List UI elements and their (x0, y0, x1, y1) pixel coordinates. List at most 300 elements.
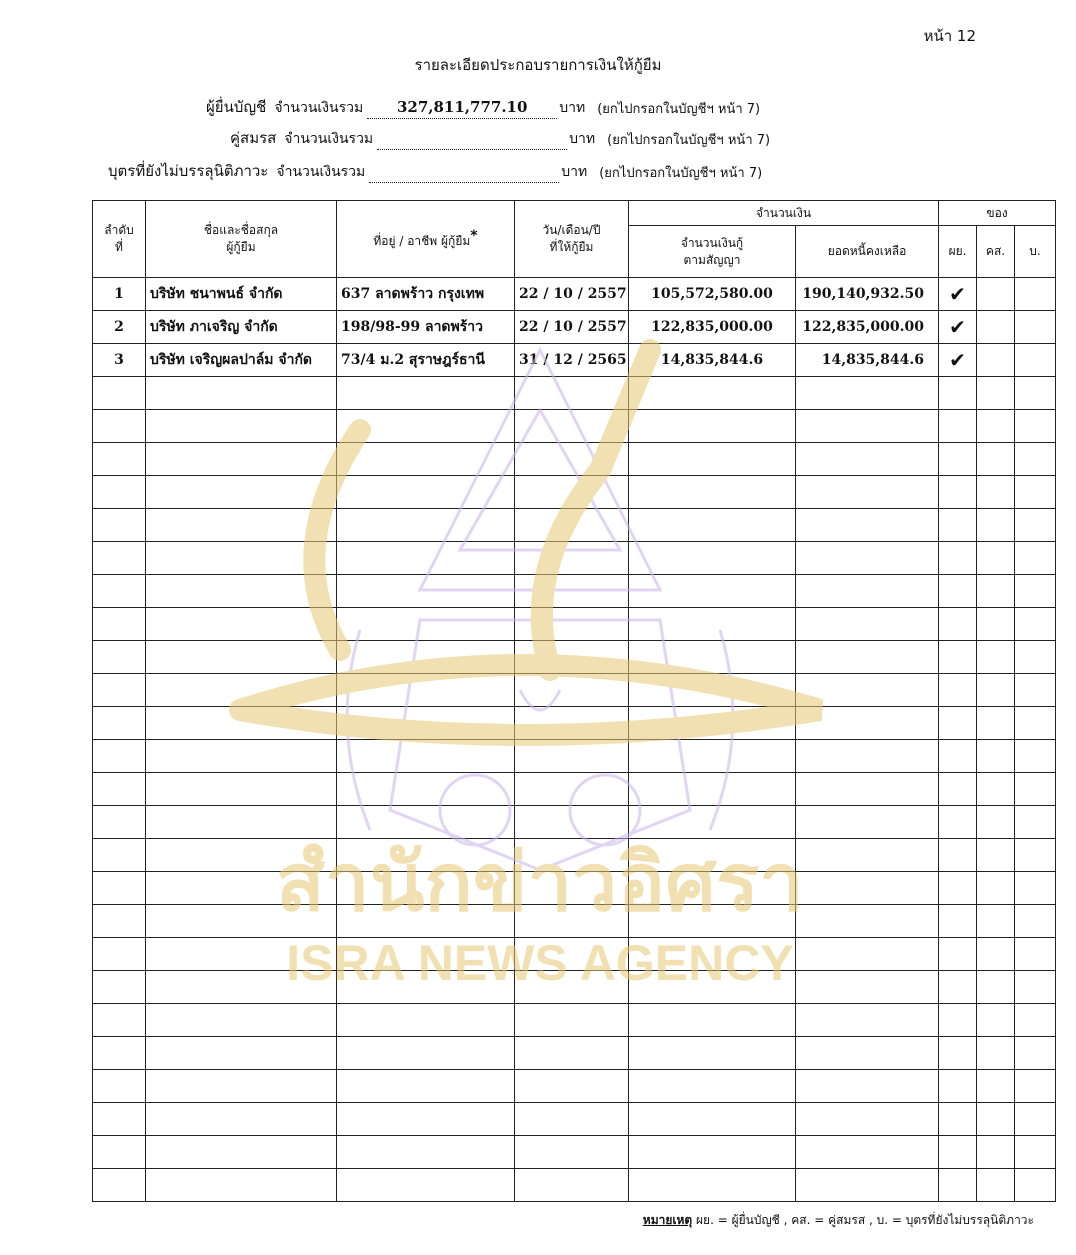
table-row-empty (93, 641, 1056, 674)
empty-cell (796, 1103, 939, 1136)
empty-cell (515, 773, 629, 806)
watermark-text-th: สำนักข่าวอิศรา (275, 838, 805, 927)
empty-cell (939, 476, 977, 509)
empty-cell (796, 410, 939, 443)
empty-cell (146, 509, 337, 542)
cell-contract-amount: 105,572,580.00 (629, 278, 796, 311)
empty-cell (977, 377, 1015, 410)
summary-note: (ยกไปกรอกในบัญชีฯ หน้า 7) (599, 166, 763, 181)
summary-line-spouse (230, 126, 770, 150)
empty-cell (515, 1136, 629, 1169)
empty-cell (1015, 1169, 1056, 1202)
cell-seq: 2 (93, 311, 146, 344)
empty-cell (337, 1103, 515, 1136)
empty-cell (337, 608, 515, 641)
empty-cell (1015, 839, 1056, 872)
empty-cell (93, 1004, 146, 1037)
table-row-empty (93, 674, 1056, 707)
cell-contract-amount: 122,835,000.00 (629, 311, 796, 344)
empty-cell (939, 1004, 977, 1037)
header-owner-child: บ. (1015, 226, 1056, 278)
empty-cell (629, 509, 796, 542)
summary-party-label: ผู้ยื่นบัญชี (206, 98, 267, 116)
empty-cell (796, 773, 939, 806)
empty-cell (939, 674, 977, 707)
summary-amount-value: 327,811,777.10 (367, 98, 557, 119)
checkmark-icon: ✔ (939, 278, 977, 311)
empty-cell (629, 641, 796, 674)
empty-cell (337, 1136, 515, 1169)
empty-cell (1015, 608, 1056, 641)
empty-cell (146, 872, 337, 905)
empty-cell (1015, 542, 1056, 575)
table-row-empty (93, 806, 1056, 839)
footnote (643, 1211, 1034, 1230)
table-row (93, 311, 1056, 344)
empty-cell (515, 641, 629, 674)
empty-cell (629, 377, 796, 410)
empty-cell (1015, 806, 1056, 839)
empty-cell (515, 839, 629, 872)
header-owner-group: ของ (939, 201, 1056, 226)
empty-cell (93, 641, 146, 674)
empty-cell (629, 674, 796, 707)
empty-cell (93, 806, 146, 839)
empty-cell (337, 806, 515, 839)
table-row-empty (93, 1169, 1056, 1202)
empty-cell (337, 443, 515, 476)
empty-cell (629, 773, 796, 806)
empty-cell (515, 1070, 629, 1103)
empty-cell (93, 707, 146, 740)
table-row-empty (93, 476, 1056, 509)
empty-cell (337, 377, 515, 410)
empty-cell (977, 905, 1015, 938)
empty-cell (93, 674, 146, 707)
empty-cell (93, 1103, 146, 1136)
header-address-mark: * (470, 228, 478, 244)
empty-cell (977, 1037, 1015, 1070)
empty-cell (146, 641, 337, 674)
table-row-empty (93, 773, 1056, 806)
table-row-empty (93, 509, 1056, 542)
empty-cell (1015, 443, 1056, 476)
empty-cell (515, 938, 629, 971)
empty-cell (93, 938, 146, 971)
summary-amount-label: จำนวนเงินรวม (284, 131, 374, 147)
empty-cell (146, 575, 337, 608)
empty-cell (146, 1103, 337, 1136)
empty-cell (939, 542, 977, 575)
empty-cell (1015, 1070, 1056, 1103)
empty-cell (515, 707, 629, 740)
empty-cell (337, 905, 515, 938)
header-date: วัน/เดือน/ปี ที่ให้กู้ยืม (515, 201, 629, 278)
empty-cell (939, 905, 977, 938)
empty-cell (629, 938, 796, 971)
header-outstanding: ยอดหนี้คงเหลือ (796, 226, 939, 278)
cell-spouse (977, 278, 1015, 311)
empty-cell (146, 971, 337, 1004)
empty-cell (93, 1136, 146, 1169)
empty-cell (939, 938, 977, 971)
empty-cell (515, 1037, 629, 1070)
empty-cell (1015, 410, 1056, 443)
summary-note: (ยกไปกรอกในบัญชีฯ หน้า 7) (607, 133, 771, 148)
header-owner-spouse: คส. (977, 226, 1015, 278)
empty-cell (939, 509, 977, 542)
empty-cell (146, 1037, 337, 1070)
empty-cell (977, 938, 1015, 971)
empty-cell (977, 839, 1015, 872)
empty-cell (977, 740, 1015, 773)
header-owner-self: ผย. (939, 226, 977, 278)
cell-name: บริษัท เจริญผลปาล์ม จำกัด (146, 344, 337, 377)
empty-cell (146, 773, 337, 806)
cell-name: บริษัท ชนาพนธ์ จำกัด (146, 278, 337, 311)
cell-child (1015, 278, 1056, 311)
empty-cell (337, 971, 515, 1004)
cell-seq: 3 (93, 344, 146, 377)
empty-cell (146, 542, 337, 575)
empty-cell (939, 410, 977, 443)
empty-cell (629, 971, 796, 1004)
empty-cell (796, 509, 939, 542)
header-name: ชื่อและชื่อสกุล ผู้กู้ยืม (146, 201, 337, 278)
header-seq: ลำดับ ที่ (93, 201, 146, 278)
empty-cell (1015, 1037, 1056, 1070)
empty-cell (337, 509, 515, 542)
empty-cell (337, 1169, 515, 1202)
empty-cell (939, 971, 977, 1004)
empty-cell (337, 542, 515, 575)
empty-cell (337, 938, 515, 971)
cell-seq: 1 (93, 278, 146, 311)
cell-address: 637 ลาดพร้าว กรุงเทพ (337, 278, 515, 311)
empty-cell (796, 443, 939, 476)
empty-cell (146, 938, 337, 971)
empty-cell (337, 1004, 515, 1037)
table-row-empty (93, 839, 1056, 872)
empty-cell (939, 443, 977, 476)
empty-cell (515, 971, 629, 1004)
empty-cell (977, 476, 1015, 509)
empty-cell (977, 971, 1015, 1004)
empty-cell (146, 608, 337, 641)
table-row (93, 278, 1056, 311)
table-row-empty (93, 377, 1056, 410)
summary-line-declarant (206, 95, 760, 119)
empty-cell (1015, 1136, 1056, 1169)
empty-cell (796, 674, 939, 707)
table-row-empty (93, 410, 1056, 443)
empty-cell (629, 872, 796, 905)
table-row-empty (93, 1004, 1056, 1037)
empty-cell (515, 1169, 629, 1202)
empty-cell (629, 1037, 796, 1070)
empty-cell (796, 608, 939, 641)
summary-line-child (108, 159, 762, 183)
cell-outstanding: 190,140,932.50 (796, 278, 939, 311)
empty-cell (939, 1169, 977, 1202)
summary-party-label: บุตรที่ยังไม่บรรลุนิติภาวะ (108, 162, 269, 180)
empty-cell (337, 839, 515, 872)
empty-cell (977, 806, 1015, 839)
empty-cell (515, 410, 629, 443)
empty-cell (939, 1136, 977, 1169)
empty-cell (146, 476, 337, 509)
empty-cell (629, 542, 796, 575)
empty-cell (1015, 740, 1056, 773)
checkmark-icon: ✔ (939, 311, 977, 344)
empty-cell (515, 1004, 629, 1037)
empty-cell (939, 377, 977, 410)
empty-cell (977, 509, 1015, 542)
empty-cell (796, 575, 939, 608)
empty-cell (515, 443, 629, 476)
empty-cell (93, 1037, 146, 1070)
empty-cell (977, 443, 1015, 476)
empty-cell (146, 1169, 337, 1202)
empty-cell (977, 575, 1015, 608)
empty-cell (939, 872, 977, 905)
empty-cell (93, 410, 146, 443)
empty-cell (1015, 641, 1056, 674)
empty-cell (796, 905, 939, 938)
empty-cell (146, 707, 337, 740)
header-address: ที่อยู่ / อาชีพ ผู้กู้ยืม* (337, 201, 515, 278)
table-row-empty (93, 707, 1056, 740)
empty-cell (146, 740, 337, 773)
empty-cell (977, 1070, 1015, 1103)
empty-cell (1015, 1004, 1056, 1037)
empty-cell (796, 971, 939, 1004)
empty-cell (337, 575, 515, 608)
empty-cell (796, 1136, 939, 1169)
empty-cell (977, 1004, 1015, 1037)
empty-cell (93, 575, 146, 608)
empty-cell (796, 641, 939, 674)
table-row-empty (93, 872, 1056, 905)
empty-cell (796, 1070, 939, 1103)
empty-cell (515, 872, 629, 905)
table-row-empty (93, 1070, 1056, 1103)
empty-cell (1015, 971, 1056, 1004)
cell-date: 31 / 12 / 2565 (515, 344, 629, 377)
empty-cell (977, 641, 1015, 674)
empty-cell (977, 773, 1015, 806)
empty-cell (977, 707, 1015, 740)
empty-cell (796, 476, 939, 509)
header-amount-group: จำนวนเงิน (629, 201, 939, 226)
summary-unit: บาท (559, 100, 586, 116)
empty-cell (93, 1169, 146, 1202)
empty-cell (796, 1169, 939, 1202)
empty-cell (939, 707, 977, 740)
table-row-empty (93, 542, 1056, 575)
empty-cell (93, 839, 146, 872)
table-row-empty (93, 1136, 1056, 1169)
empty-cell (977, 1169, 1015, 1202)
empty-cell (337, 1070, 515, 1103)
loan-details-table (92, 200, 1056, 1202)
empty-cell (939, 806, 977, 839)
empty-cell (796, 1037, 939, 1070)
document-title: รายละเอียดประกอบรายการเงินให้กู้ยืม (414, 56, 662, 74)
table-row-empty (93, 740, 1056, 773)
empty-cell (977, 872, 1015, 905)
empty-cell (796, 872, 939, 905)
empty-cell (515, 377, 629, 410)
empty-cell (796, 839, 939, 872)
footnote-lead: หมายเหตุ (642, 1213, 693, 1227)
empty-cell (977, 674, 1015, 707)
empty-cell (939, 1103, 977, 1136)
empty-cell (939, 1070, 977, 1103)
empty-cell (146, 905, 337, 938)
empty-cell (337, 707, 515, 740)
empty-cell (629, 707, 796, 740)
empty-cell (629, 1136, 796, 1169)
empty-cell (515, 476, 629, 509)
table-row-empty (93, 1037, 1056, 1070)
empty-cell (146, 443, 337, 476)
cell-child (1015, 311, 1056, 344)
empty-cell (939, 608, 977, 641)
empty-cell (515, 806, 629, 839)
empty-cell (93, 971, 146, 1004)
empty-cell (93, 476, 146, 509)
table-row (93, 344, 1056, 377)
cell-outstanding: 122,835,000.00 (796, 311, 939, 344)
empty-cell (1015, 509, 1056, 542)
empty-cell (515, 575, 629, 608)
table-row-empty (93, 1103, 1056, 1136)
summary-party-label: คู่สมรส (230, 129, 277, 147)
empty-cell (146, 674, 337, 707)
page-number: หน้า 12 (923, 27, 976, 45)
empty-cell (337, 1037, 515, 1070)
summary-amount-label: จำนวนเงินรวม (274, 100, 364, 116)
empty-cell (1015, 575, 1056, 608)
empty-cell (1015, 905, 1056, 938)
empty-cell (629, 905, 796, 938)
empty-cell (977, 410, 1015, 443)
empty-cell (146, 1070, 337, 1103)
empty-cell (1015, 938, 1056, 971)
empty-cell (629, 1070, 796, 1103)
empty-cell (1015, 707, 1056, 740)
summary-amount-value (377, 129, 567, 150)
empty-cell (515, 509, 629, 542)
checkmark-icon: ✔ (939, 344, 977, 377)
summary-unit: บาท (561, 164, 588, 180)
empty-cell (93, 740, 146, 773)
empty-cell (939, 740, 977, 773)
empty-cell (939, 773, 977, 806)
cell-name: บริษัท ภาเจริญ จำกัด (146, 311, 337, 344)
summary-amount-label: จำนวนเงินรวม (276, 164, 366, 180)
empty-cell (939, 641, 977, 674)
cell-child (1015, 344, 1056, 377)
empty-cell (146, 1004, 337, 1037)
empty-cell (629, 806, 796, 839)
empty-cell (337, 773, 515, 806)
empty-cell (1015, 872, 1056, 905)
table-row-empty (93, 608, 1056, 641)
empty-cell (796, 707, 939, 740)
empty-cell (939, 839, 977, 872)
cell-date: 22 / 10 / 2557 (515, 311, 629, 344)
empty-cell (629, 1169, 796, 1202)
cell-spouse (977, 344, 1015, 377)
empty-cell (515, 905, 629, 938)
empty-cell (796, 1004, 939, 1037)
empty-cell (629, 443, 796, 476)
empty-cell (629, 476, 796, 509)
empty-cell (629, 740, 796, 773)
empty-cell (796, 542, 939, 575)
empty-cell (796, 740, 939, 773)
table-row-empty (93, 575, 1056, 608)
empty-cell (796, 938, 939, 971)
empty-cell (93, 377, 146, 410)
empty-cell (146, 377, 337, 410)
empty-cell (93, 608, 146, 641)
empty-cell (515, 740, 629, 773)
table-row-empty (93, 971, 1056, 1004)
empty-cell (1015, 476, 1056, 509)
empty-cell (977, 1136, 1015, 1169)
table-row-empty (93, 938, 1056, 971)
empty-cell (629, 410, 796, 443)
empty-cell (1015, 1103, 1056, 1136)
empty-cell (629, 1103, 796, 1136)
table-row-empty (93, 905, 1056, 938)
empty-cell (629, 608, 796, 641)
empty-cell (93, 509, 146, 542)
empty-cell (93, 1070, 146, 1103)
summary-unit: บาท (569, 131, 596, 147)
header-contract-amount: จำนวนเงินกู้ ตามสัญญา (629, 226, 796, 278)
empty-cell (337, 674, 515, 707)
empty-cell (629, 839, 796, 872)
empty-cell (93, 905, 146, 938)
empty-cell (146, 806, 337, 839)
empty-cell (146, 839, 337, 872)
empty-cell (337, 872, 515, 905)
empty-cell (629, 575, 796, 608)
empty-cell (977, 542, 1015, 575)
empty-cell (515, 608, 629, 641)
cell-address: 73/4 ม.2 สุราษฎร์ธานี (337, 344, 515, 377)
empty-cell (146, 410, 337, 443)
cell-date: 22 / 10 / 2557 (515, 278, 629, 311)
cell-contract-amount: 14,835,844.6 (629, 344, 796, 377)
empty-cell (977, 608, 1015, 641)
footnote-text: ผย. = ผู้ยื่นบัญชี , คส. = คู่สมรส , บ. = บุตรที่ยังไม่บรรลุนิติภาวะ (692, 1213, 1034, 1227)
empty-cell (337, 740, 515, 773)
empty-cell (93, 443, 146, 476)
empty-cell (939, 575, 977, 608)
summary-note: (ยกไปกรอกในบัญชีฯ หน้า 7) (597, 102, 761, 117)
empty-cell (515, 542, 629, 575)
summary-amount-value (369, 162, 559, 183)
table-row-empty (93, 443, 1056, 476)
empty-cell (796, 377, 939, 410)
empty-cell (515, 674, 629, 707)
empty-cell (1015, 377, 1056, 410)
